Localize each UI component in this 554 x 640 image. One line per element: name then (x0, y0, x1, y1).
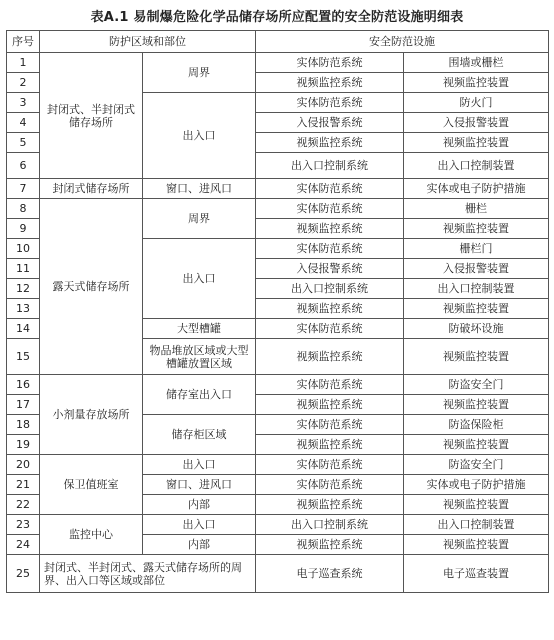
system-cell: 视频监控系统 (256, 219, 404, 239)
system-cell: 出入口控制系统 (256, 153, 404, 179)
system-cell: 视频监控系统 (256, 395, 404, 415)
part-cell: 出入口 (143, 455, 256, 475)
device-cell: 防破坏设施 (404, 319, 549, 339)
row-number-cell: 10 (7, 239, 40, 259)
system-cell: 视频监控系统 (256, 133, 404, 153)
system-cell: 实体防范系统 (256, 319, 404, 339)
row-number-cell: 3 (7, 93, 40, 113)
device-cell: 实体或电子防护措施 (404, 179, 549, 199)
device-cell: 防盗保险柜 (404, 415, 549, 435)
system-cell: 视频监控系统 (256, 73, 404, 93)
area-cell: 保卫值班室 (40, 455, 143, 515)
device-cell: 防盗安全门 (404, 455, 549, 475)
part-cell: 出入口 (143, 515, 256, 535)
row-number-cell: 19 (7, 435, 40, 455)
device-cell: 出入口控制装置 (404, 153, 549, 179)
row-number-cell: 8 (7, 199, 40, 219)
table-body (7, 31, 549, 593)
part-cell: 内部 (143, 535, 256, 555)
row-number-cell: 14 (7, 319, 40, 339)
row-number-cell: 1 (7, 53, 40, 73)
system-cell: 实体防范系统 (256, 375, 404, 395)
part-cell: 周界 (143, 199, 256, 239)
area-cell: 监控中心 (40, 515, 143, 555)
device-cell: 实体或电子防护措施 (404, 475, 549, 495)
part-cell: 周界 (143, 53, 256, 93)
row-number-cell: 7 (7, 179, 40, 199)
row-number-cell: 23 (7, 515, 40, 535)
system-cell: 实体防范系统 (256, 53, 404, 73)
system-cell: 入侵报警系统 (256, 259, 404, 279)
system-cell: 实体防范系统 (256, 475, 404, 495)
row-number-cell: 15 (7, 339, 40, 375)
header-row (7, 31, 549, 53)
part-cell: 内部 (143, 495, 256, 515)
row-number-cell: 18 (7, 415, 40, 435)
device-cell: 防盗安全门 (404, 375, 549, 395)
device-cell: 视频监控装置 (404, 495, 549, 515)
system-cell: 视频监控系统 (256, 299, 404, 319)
device-cell: 围墙或栅栏 (404, 53, 549, 73)
row-number-cell: 20 (7, 455, 40, 475)
part-cell: 物品堆放区域或大型槽罐放置区域 (143, 339, 256, 375)
system-cell: 视频监控系统 (256, 535, 404, 555)
system-cell: 视频监控系统 (256, 495, 404, 515)
area-cell: 小剂量存放场所 (40, 375, 143, 455)
device-cell: 防火门 (404, 93, 549, 113)
system-cell: 实体防范系统 (256, 179, 404, 199)
row-number-cell: 24 (7, 535, 40, 555)
system-cell: 视频监控系统 (256, 435, 404, 455)
device-cell: 视频监控装置 (404, 133, 549, 153)
facilities-table (6, 30, 549, 593)
header-area: 防护区域和部位 (40, 31, 256, 53)
part-cell: 出入口 (143, 239, 256, 319)
device-cell: 入侵报警装置 (404, 113, 549, 133)
area-cell: 封闭式、半封闭式、露天式储存场所的周界、出入口等区域或部位 (40, 555, 256, 593)
device-cell: 栅栏 (404, 199, 549, 219)
row-number-cell: 25 (7, 555, 40, 593)
system-cell: 电子巡查系统 (256, 555, 404, 593)
table-row (7, 179, 549, 199)
device-cell: 出入口控制装置 (404, 515, 549, 535)
device-cell: 视频监控装置 (404, 535, 549, 555)
device-cell: 视频监控装置 (404, 299, 549, 319)
row-number-cell: 5 (7, 133, 40, 153)
row-number-cell: 13 (7, 299, 40, 319)
area-cell: 封闭式、半封闭式储存场所 (40, 53, 143, 179)
area-cell: 封闭式储存场所 (40, 179, 143, 199)
device-cell: 视频监控装置 (404, 395, 549, 415)
system-cell: 入侵报警系统 (256, 113, 404, 133)
table-row (7, 375, 549, 395)
system-cell: 实体防范系统 (256, 199, 404, 219)
system-cell: 视频监控系统 (256, 339, 404, 375)
row-number-cell: 17 (7, 395, 40, 415)
header-no: 序号 (7, 31, 40, 53)
system-cell: 出入口控制系统 (256, 515, 404, 535)
device-cell: 视频监控装置 (404, 435, 549, 455)
row-number-cell: 9 (7, 219, 40, 239)
table-row (7, 199, 549, 219)
device-cell: 视频监控装置 (404, 219, 549, 239)
device-cell: 栅栏门 (404, 239, 549, 259)
device-cell: 视频监控装置 (404, 73, 549, 93)
device-cell: 视频监控装置 (404, 339, 549, 375)
device-cell: 出入口控制装置 (404, 279, 549, 299)
table-title: 表A.1 易制爆危险化学品储存场所应配置的安全防范设施明细表 (90, 10, 464, 25)
system-cell: 实体防范系统 (256, 455, 404, 475)
part-cell: 储存柜区域 (143, 415, 256, 455)
part-cell: 窗口、进风口 (143, 179, 256, 199)
row-number-cell: 4 (7, 113, 40, 133)
row-number-cell: 6 (7, 153, 40, 179)
row-number-cell: 11 (7, 259, 40, 279)
system-cell: 实体防范系统 (256, 93, 404, 113)
table-row (7, 515, 549, 535)
system-cell: 实体防范系统 (256, 415, 404, 435)
system-cell: 实体防范系统 (256, 239, 404, 259)
area-cell: 露天式储存场所 (40, 199, 143, 375)
row-number-cell: 12 (7, 279, 40, 299)
device-cell: 入侵报警装置 (404, 259, 549, 279)
table-row (7, 53, 549, 73)
part-cell: 储存室出入口 (143, 375, 256, 415)
table-row (7, 555, 549, 593)
row-number-cell: 22 (7, 495, 40, 515)
part-cell: 出入口 (143, 93, 256, 179)
row-number-cell: 21 (7, 475, 40, 495)
system-cell: 出入口控制系统 (256, 279, 404, 299)
table-row (7, 455, 549, 475)
device-cell: 电子巡查装置 (404, 555, 549, 593)
header-facilities: 安全防范设施 (256, 31, 549, 53)
row-number-cell: 16 (7, 375, 40, 395)
part-cell: 大型槽罐 (143, 319, 256, 339)
part-cell: 窗口、进风口 (143, 475, 256, 495)
row-number-cell: 2 (7, 73, 40, 93)
